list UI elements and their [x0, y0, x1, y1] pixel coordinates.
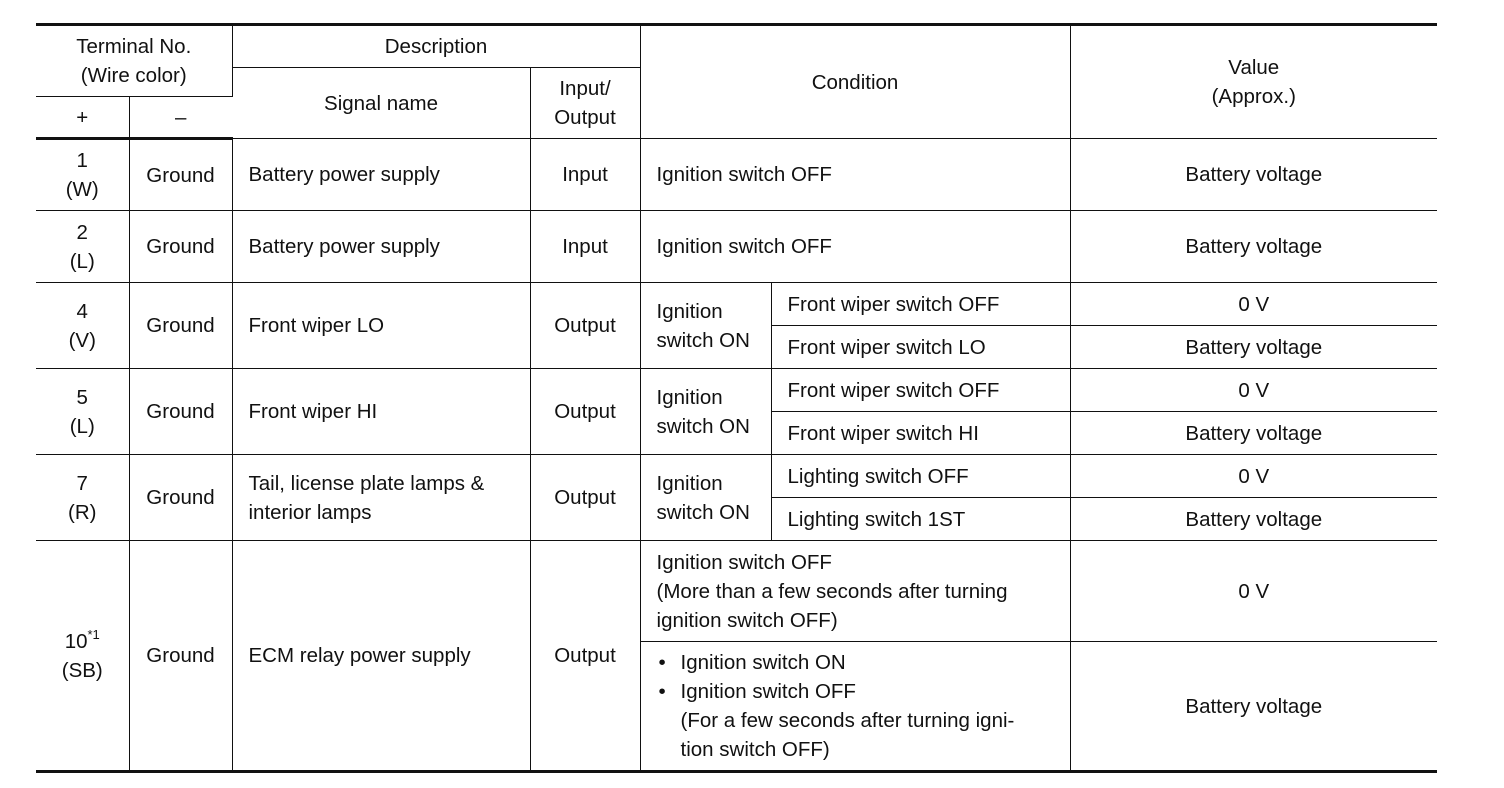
- table-row: [36, 139, 1437, 211]
- wire-color: (L): [69, 249, 95, 273]
- wire-color: (SB): [61, 658, 103, 682]
- condition-cell: Ignition switch OFF: [640, 139, 1070, 211]
- condition-main-line: Ignition: [656, 299, 723, 323]
- condition-main-cell: [640, 455, 771, 541]
- sub-condition-cell: Lighting switch OFF: [771, 455, 1070, 498]
- signal-name-cell: Front wiper HI: [232, 369, 530, 455]
- list-item: [657, 677, 1062, 764]
- table-row: [36, 283, 1437, 326]
- sub-condition-cell: Front wiper switch LO: [771, 326, 1070, 369]
- io-cell: Input: [530, 139, 640, 211]
- terminal-cell: [36, 283, 129, 369]
- condition-cell: Ignition switch OFF: [640, 211, 1070, 283]
- terminal-cell: [36, 139, 129, 211]
- io-header: [530, 68, 640, 139]
- condition-line: • Ignition switch OFF: [680, 680, 856, 703]
- value-label: Value: [1228, 56, 1280, 79]
- io-label-2: Output: [554, 106, 616, 129]
- condition-main-line: switch ON: [656, 500, 750, 524]
- wire-color: (R): [68, 500, 97, 524]
- condition-main-line: Ignition: [656, 471, 723, 495]
- signal-name-line: Tail, license plate lamps &: [248, 471, 485, 495]
- condition-header: Condition: [640, 25, 1070, 139]
- ground-cell: Ground: [129, 455, 232, 541]
- wire-color: (L): [69, 414, 95, 438]
- terminal-number: 2: [76, 220, 88, 244]
- signal-name-cell: Battery power supply: [232, 139, 530, 211]
- signal-name-cell: [232, 455, 530, 541]
- ground-cell: Ground: [129, 283, 232, 369]
- condition-main-cell: [640, 369, 771, 455]
- value-cell: Battery voltage: [1070, 412, 1437, 455]
- minus-header: –: [129, 97, 232, 139]
- table-row: [36, 455, 1437, 498]
- io-cell: Input: [530, 211, 640, 283]
- table-row: [36, 369, 1437, 412]
- terminal-number: 5: [76, 385, 88, 409]
- value-cell: 0 V: [1070, 455, 1437, 498]
- table-row: [36, 211, 1437, 283]
- condition-cell: [640, 541, 1070, 642]
- value-cell: Battery voltage: [1070, 498, 1437, 541]
- wire-color: (V): [68, 328, 96, 352]
- ground-cell: Ground: [129, 139, 232, 211]
- terminal-cell: [36, 541, 129, 772]
- footnote-marker: *1: [87, 626, 100, 642]
- terminal-cell: [36, 211, 129, 283]
- terminal-no-header: [36, 25, 232, 97]
- terminal-spec-table: [36, 23, 1437, 773]
- value-cell: Battery voltage: [1070, 211, 1437, 283]
- io-cell: Output: [530, 369, 640, 455]
- condition-main-line: Ignition: [656, 385, 723, 409]
- sub-condition-cell: Front wiper switch OFF: [771, 369, 1070, 412]
- value-cell: 0 V: [1070, 541, 1437, 642]
- condition-cell: [640, 642, 1070, 772]
- value-cell: 0 V: [1070, 283, 1437, 326]
- terminal-number: 10: [64, 629, 88, 653]
- value-cell: Battery voltage: [1070, 642, 1437, 772]
- terminal-cell: [36, 369, 129, 455]
- condition-main-line: switch ON: [656, 414, 750, 438]
- terminal-cell: [36, 455, 129, 541]
- condition-main-line: switch ON: [656, 328, 750, 352]
- terminal-no-label: Terminal No.: [76, 35, 192, 58]
- description-header: Description: [232, 25, 640, 68]
- condition-main-cell: [640, 283, 771, 369]
- signal-name-cell: Battery power supply: [232, 211, 530, 283]
- table-row: [36, 541, 1437, 642]
- sub-condition-cell: Lighting switch 1ST: [771, 498, 1070, 541]
- terminal-number: 1: [76, 149, 88, 172]
- ground-cell: Ground: [129, 211, 232, 283]
- io-cell: Output: [530, 541, 640, 772]
- condition-line: (More than a few seconds after turning: [656, 579, 1008, 603]
- signal-name-header: Signal name: [232, 68, 530, 139]
- signal-name-cell: Front wiper LO: [232, 283, 530, 369]
- condition-line: Ignition switch ON: [680, 651, 846, 674]
- signal-name-line: interior lamps: [248, 500, 372, 524]
- value-header: [1070, 25, 1437, 139]
- value-cell: Battery voltage: [1070, 326, 1437, 369]
- header-row-1: [36, 25, 1437, 68]
- condition-bullet-list: [641, 648, 1070, 764]
- io-label-1: Input/: [559, 77, 611, 100]
- value-cell: 0 V: [1070, 369, 1437, 412]
- condition-line: ignition switch OFF): [656, 608, 838, 632]
- plus-header: +: [36, 97, 129, 139]
- approx-label: (Approx.): [1211, 85, 1296, 108]
- wire-color-label: (Wire color): [80, 64, 187, 87]
- ground-cell: Ground: [129, 369, 232, 455]
- list-item: [657, 648, 1062, 677]
- io-cell: Output: [530, 283, 640, 369]
- ground-cell: Ground: [129, 541, 232, 772]
- condition-line: Ignition switch OFF: [656, 550, 832, 574]
- value-cell: Battery voltage: [1070, 139, 1437, 211]
- sub-condition-cell: Front wiper switch HI: [771, 412, 1070, 455]
- signal-name-cell: ECM relay power supply: [232, 541, 530, 772]
- io-cell: Output: [530, 455, 640, 541]
- sub-condition-cell: Front wiper switch OFF: [771, 283, 1070, 326]
- wire-color: (W): [65, 178, 99, 201]
- condition-line: (For a few seconds after turning igni-: [680, 709, 1015, 732]
- terminal-number: 4: [76, 299, 88, 323]
- terminal-number: 7: [76, 471, 88, 495]
- condition-line: tion switch OFF): [680, 738, 830, 761]
